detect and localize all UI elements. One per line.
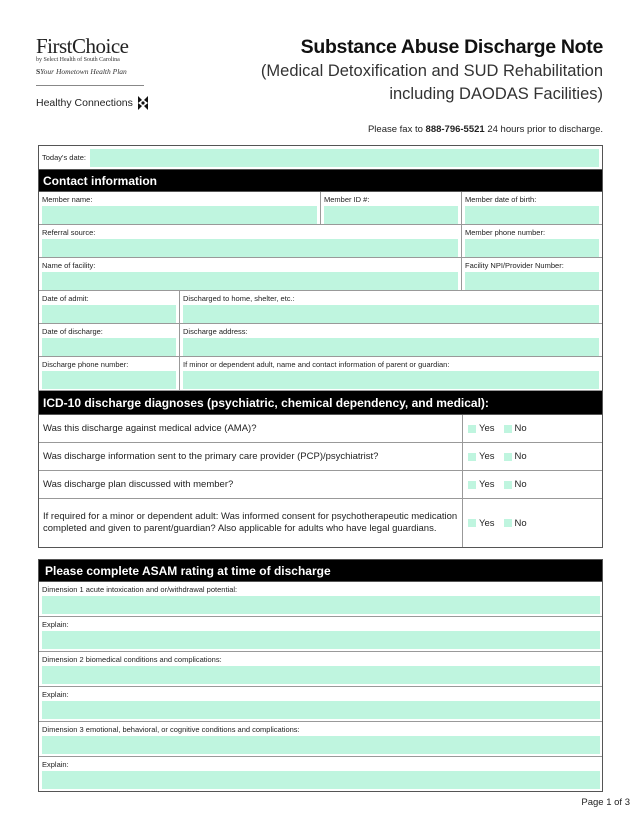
question-pcp: Was discharge information sent to the primary care provider (PCP)/psychiatrist? [39, 443, 463, 470]
question-informed-consent: If required for a minor or dependent adult: Was informed consent for psychotherapeutic medication completed and given to parent/guardian? Also applicable for adults who have legal guardians. [39, 499, 463, 547]
question-plan-discussed: Was discharge plan discussed with member? [39, 471, 463, 498]
yes-checkbox[interactable] [468, 519, 476, 527]
referral-row [39, 225, 602, 258]
asam-row [39, 617, 602, 652]
date-discharge-label: Date of discharge: [42, 327, 103, 336]
explain-label: Explain: [42, 620, 69, 629]
member-phone-label: Member phone number: [465, 228, 546, 237]
member-id-label: Member ID #: [324, 195, 370, 204]
yes-checkbox[interactable] [468, 453, 476, 461]
question-row [39, 471, 602, 499]
asam-row [39, 652, 602, 687]
explain-2-field[interactable] [42, 701, 600, 719]
facility-npi-label: Facility NPI/Provider Number: [465, 261, 564, 270]
question-row [39, 499, 602, 547]
todays-date-label: Today's date: [42, 153, 86, 162]
fax-number: 888-796-5521 [425, 124, 485, 135]
no-checkbox[interactable] [504, 453, 512, 461]
fax-instructions: Please fax to 888-796-5521 24 hours prior to discharge. [367, 124, 603, 135]
discharge-row [39, 324, 602, 357]
member-phone-field[interactable] [465, 239, 599, 257]
todays-date-row [39, 146, 602, 170]
admit-row [39, 291, 602, 324]
facility-name-label: Name of facility: [42, 261, 96, 270]
question-ama: Was this discharge against medical advice (AMA)? [39, 415, 463, 442]
firstchoice-logo [36, 36, 156, 86]
todays-date-field[interactable] [90, 149, 599, 167]
member-name-label: Member name: [42, 195, 93, 204]
date-discharge-field[interactable] [42, 338, 176, 356]
logo-mark-icon: S [36, 67, 41, 76]
referral-source-label: Referral source: [42, 228, 96, 237]
page-number: Page 1 of 3 [581, 797, 630, 808]
yes-no-group: Yes No [463, 415, 602, 442]
facility-npi-field[interactable] [465, 272, 599, 290]
logo-name: FirstChoice [36, 34, 129, 58]
explain-3-field[interactable] [42, 771, 600, 789]
question-row [39, 415, 602, 443]
asam-form [38, 559, 603, 792]
logo-tagline: SYour Hometown Health Plan [36, 67, 127, 76]
member-dob-label: Member date of birth: [465, 195, 537, 204]
referral-source-field[interactable] [42, 239, 458, 257]
facility-row [39, 258, 602, 291]
yes-checkbox[interactable] [468, 425, 476, 433]
logo-byline: by Select Health of South Carolina [36, 57, 120, 63]
document-title-block [261, 36, 603, 105]
explain-label: Explain: [42, 760, 69, 769]
logo-divider [36, 85, 144, 86]
dimension-3-label: Dimension 3 emotional, behavioral, or cognitive conditions and complications: [42, 725, 300, 734]
explain-1-field[interactable] [42, 631, 600, 649]
guardian-info-label: If minor or dependent adult, name and contact information of parent or guardian: [183, 360, 450, 369]
discharged-to-label: Discharged to home, shelter, etc.: [183, 294, 295, 303]
icd10-heading: ICD-10 discharge diagnoses (psychiatric, chemical dependency, and medical): [39, 391, 602, 415]
partner-name: Healthy Connections [36, 97, 133, 109]
discharge-phone-label: Discharge phone number: [42, 360, 129, 369]
discharge-address-label: Discharge address: [183, 327, 248, 336]
no-checkbox[interactable] [504, 519, 512, 527]
dimension-3-field[interactable] [42, 736, 600, 754]
asam-row [39, 582, 602, 617]
dimension-2-field[interactable] [42, 666, 600, 684]
guardian-info-field[interactable] [183, 371, 599, 389]
healthy-connections-logo [36, 95, 150, 111]
yes-checkbox[interactable] [468, 481, 476, 489]
yes-no-group: Yes No [463, 499, 602, 547]
member-row [39, 192, 602, 225]
dimension-2-label: Dimension 2 biomedical conditions and complications: [42, 655, 222, 664]
date-admit-label: Date of admit: [42, 294, 89, 303]
asam-row [39, 722, 602, 757]
document-subtitle-1: (Medical Detoxification and SUD Rehabilitation [260, 62, 603, 80]
discharge-address-field[interactable] [183, 338, 599, 356]
document-title: Substance Abuse Discharge Note [300, 36, 603, 58]
contact-info-heading: Contact information [39, 170, 602, 192]
discharge-phone-field[interactable] [42, 371, 176, 389]
member-id-field[interactable] [324, 206, 458, 224]
document-subtitle-2: including DAODAS Facilities) [389, 85, 603, 103]
no-checkbox[interactable] [504, 481, 512, 489]
dimension-1-label: Dimension 1 acute intoxication and or/withdrawal potential: [42, 585, 238, 594]
yes-no-group: Yes No [463, 471, 602, 498]
dimension-1-field[interactable] [42, 596, 600, 614]
member-dob-field[interactable] [465, 206, 599, 224]
member-name-field[interactable] [42, 206, 317, 224]
discharge-form [38, 145, 603, 548]
no-checkbox[interactable] [504, 425, 512, 433]
explain-label: Explain: [42, 690, 69, 699]
discharged-to-field[interactable] [183, 305, 599, 323]
healthy-connections-icon [136, 95, 150, 111]
date-admit-field[interactable] [42, 305, 176, 323]
question-row [39, 443, 602, 471]
discharge-phone-row [39, 357, 602, 391]
asam-row [39, 687, 602, 722]
yes-no-group: Yes No [463, 443, 602, 470]
asam-heading: Please complete ASAM rating at time of discharge [39, 560, 602, 582]
asam-row [39, 757, 602, 791]
facility-name-field[interactable] [42, 272, 458, 290]
